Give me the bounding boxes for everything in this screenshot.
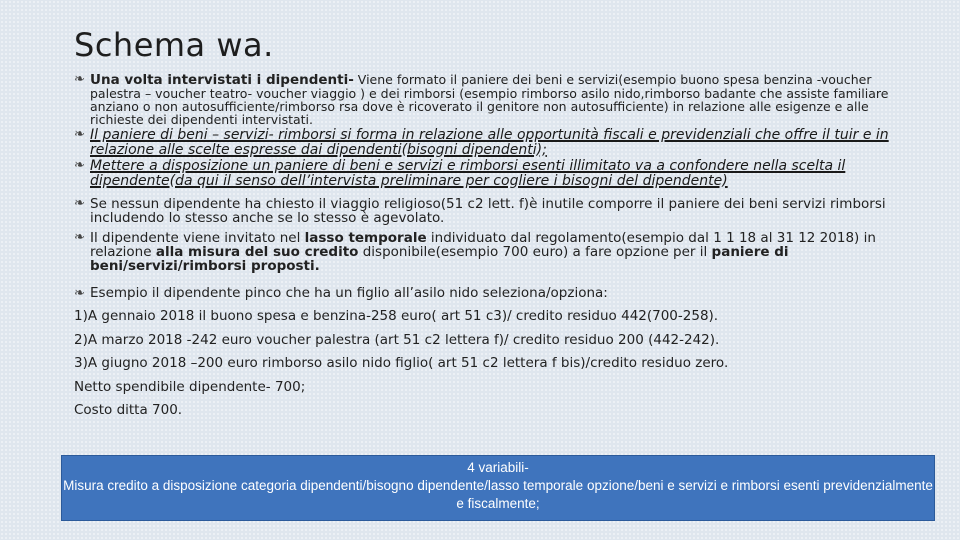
bullet-icon: ❧ (74, 72, 85, 87)
bullet-icon: ❧ (74, 230, 85, 245)
bullet-text-part: individuato dal regolamento(esempio dal 1 1 18 al 31 12 2018) in relazione (90, 230, 876, 260)
summary-box (61, 455, 935, 521)
slide-content (74, 73, 894, 423)
slide-title: Schema wa. (74, 26, 274, 64)
bullet-paniere (74, 128, 894, 157)
bullet-text: Mettere a disposizione un paniere di beni e servizi e rimborsi esenti illimitato va a confondere nella scelta il dipendente(da qui il senso dell’intervista preliminare per cogliere i bisogni del dipendente) (90, 158, 846, 189)
bullet-icon: ❧ (74, 286, 85, 301)
bullet-interviews (74, 73, 894, 126)
bullet-bold-part: lasso temporale (304, 230, 427, 246)
summary-box-heading: 4 variabili- (467, 460, 529, 475)
example-line-2: 2)A marzo 2018 -242 euro voucher palestra (art 51 c2 lettera f)/ credito residuo 200 (442-242). (74, 331, 720, 348)
bullet-viaggio (74, 197, 894, 225)
bullet-text: Il paniere di beni – servizi- rimborsi si forma in relazione alle opportunità fiscali e previdenziali che offre il tuir e in relazione alle scelte espresse dai dipendenti(bisogni dipendenti); (90, 127, 889, 158)
net-spendable-line: Netto spendibile dipendente- 700; (74, 378, 306, 395)
bullet-lasso (74, 231, 894, 273)
bullet-text: Esempio il dipendente pinco che ha un figlio all’asilo nido seleziona/opziona: (90, 285, 608, 301)
bullet-icon: ❧ (74, 196, 85, 211)
bullet-illimitato (74, 159, 894, 188)
bullet-icon: ❧ (74, 127, 85, 142)
bullet-text-part: disponibile(esempio 700 euro) a fare opzione per il (358, 244, 712, 260)
bullet-icon: ❧ (74, 158, 85, 173)
bullet-text: Se nessun dipendente ha chiesto il viaggio religioso(51 c2 lett. f)è inutile comporre il paniere dei beni servizi rimborsi includendo lo stesso anche se lo stesso è agevolato. (90, 196, 886, 226)
summary-box-text: Misura credito a disposizione categoria dipendenti/bisogno dipendente/lasso temporale opzione/beni e servizi e rimborsi esenti previdenzialmente e fiscalmente; (63, 478, 933, 511)
bullet-text-part: Il dipendente viene invitato nel (90, 230, 305, 246)
example-line-3: 3)A giugno 2018 –200 euro rimborso asilo nido figlio( art 51 c2 lettera f bis)/credito residuo zero. (74, 355, 729, 371)
bullet-bold-part: alla misura del suo credito (155, 244, 359, 260)
bullet-text: Viene formato il paniere dei beni e servizi(esempio buono spesa benzina -voucher palestra – voucher teatro- voucher viaggio ) e dei rimborsi (esempio rimborso asilo nido,rimborso badante che assiste familiare anziano o non autosufficiente/rimborso rsa dove è ricoverato il genitore non autosufficiente) in relazione alle esigenze e alle richieste dei dipendenti intervistati. (90, 72, 889, 127)
bullet-bold-part: paniere di beni/servizi/rimborsi proposti. (90, 244, 789, 274)
bullet-lead: Una volta intervistati i dipendenti- (90, 72, 354, 88)
company-cost-line: Costo ditta 700. (74, 402, 183, 418)
bullet-esempio (74, 282, 894, 305)
example-line-1: 1)A gennaio 2018 il buono spesa e benzina-258 euro( art 51 c3)/ credito residuo 442(700-258). (74, 308, 719, 324)
